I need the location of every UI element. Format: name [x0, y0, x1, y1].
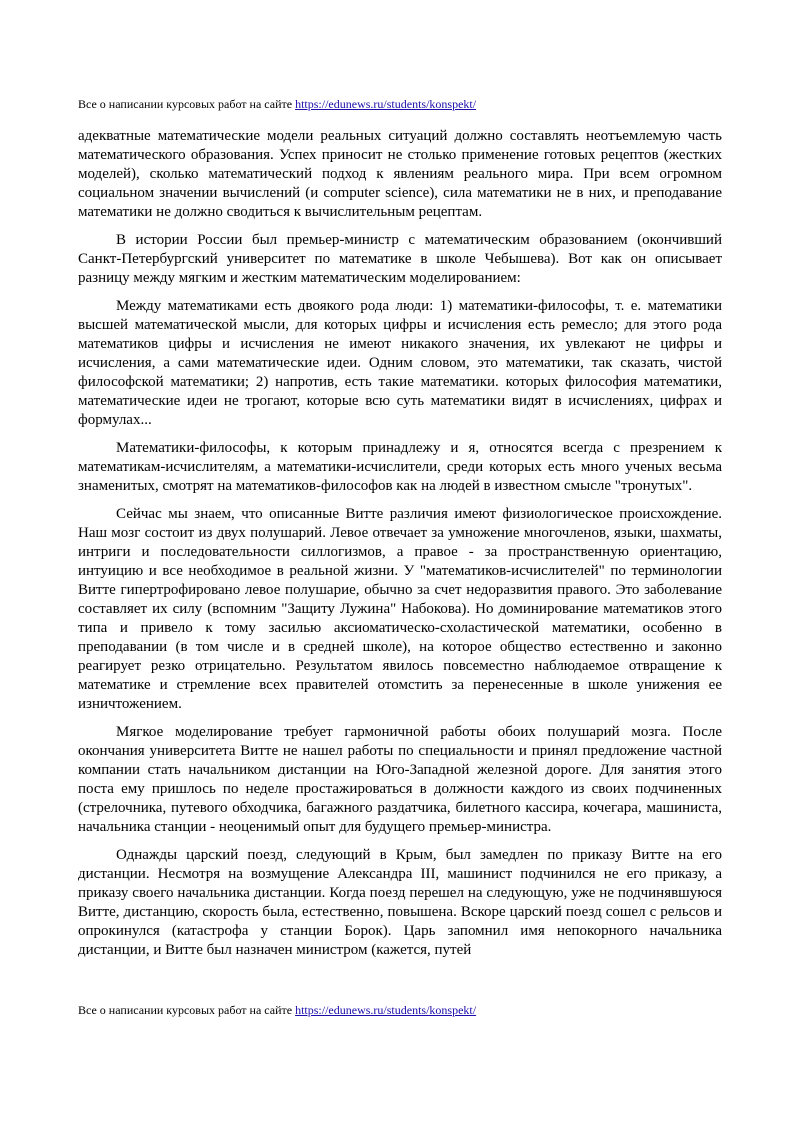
quote-paragraph: Математики-философы, к которым принадлежу и я, относятся всегда с презрением к математикам-исчислителям, а математики-исчислители, среди которых есть много ученых весьма знаменитых, смотрят на математиков-философов как на людей в известном смысле "тронутых". — [78, 440, 722, 494]
paragraph: В истории России был премьер-министр с математическим образованием (окончивший Санкт-Петербургский университет по математике в школе Чебышева). Вот как он описывает разницу между мягким и жестким математическим моделированием: — [78, 232, 722, 286]
footer-text: Все о написании курсовых работ на сайте — [78, 1003, 296, 1017]
paragraph: Сейчас мы знаем, что описанные Витте различия имеют физиологическое происхождение. Наш мозг состоит из двух полушарий. Левое отвечает за умножение многочленов, языки, шахматы, интриги и последовательности силлогизмов, а правое - за пространственную ориентацию, интуицию и все необходимое в реальной жизни. У "математиков-исчислителей" по терминологии Витте гипертрофировано левое полушарие, обычно за счет недоразвития правого. Это заболевание составляет их силу (вспомним "Защиту Лужина" Набокова). Но доминирование математиков этого типа и привело к тому засилью аксиоматическо-схоластической математики, особенно в преподавании (в том числе и в средней школе), на которое общество естественно и законно реагирует резко отрицательно. Результатом явилось повсеместно наблюдаемое отвращение к математике и стремление всех правителей отомстить за перенесенные в школе унижения ее изничтожением. — [78, 506, 722, 712]
header-text: Все о написании курсовых работ на сайте — [78, 97, 296, 111]
page-header — [78, 97, 722, 111]
paragraph: Однажды царский поезд, следующий в Крым, был замедлен по приказу Витте на его дистанции. Несмотря на возмущение Александра III, машинист подчинился не его приказу, а приказу своего начальника дистанции. Когда поезд перешел на следующую, уже не подчинявшуюся Витте, дистанцию, скорость была, естественно, повышена. Вскоре царский поезд сошел с рельсов и опрокинулся (катастрофа у станции Борок). Царь запомнил имя непокорного начальника дистанции, и Витте был назначен министром (кажется, путей — [78, 847, 722, 958]
page-footer — [78, 1003, 722, 1017]
document-body — [78, 127, 722, 960]
paragraph: Мягкое моделирование требует гармоничной работы обоих полушарий мозга. После окончания университета Витте не нашел работы по специальности и принял предложение частной компании стать начальником дистанции на Юго-Западной железной дороге. Для занятия этого поста ему пришлось по неделе простажироваться в должности каждого из своих подчиненных (стрелочника, путевого обходчика, багажного раздатчика, билетного кассира, кочегара, машиниста, начальника станции - неоценимый опыт для будущего премьер-министра. — [78, 724, 722, 835]
footer-link[interactable]: https://edunews.ru/students/konspekt/ — [295, 1003, 477, 1017]
quote-paragraph: Между математиками есть двоякого рода люди: 1) математики-философы, т. е. математики высшей математической мысли, для которых цифры и исчисления есть ремесло; для этого рода математиков цифры и исчисления не имеют никакого значения, их увлекают не цифры и исчисления, а сами математические идеи. Одним словом, это математики, так сказать, чистой философской математики; 2) напротив, есть такие математики. которых философия математики, математические идеи не трогают, которые всю суть математики видят в исчислениях, цифрах и формулах... — [78, 298, 722, 428]
header-link[interactable]: https://edunews.ru/students/konspekt/ — [295, 97, 477, 111]
paragraph: адекватные математические модели реальных ситуаций должно составлять неотъемлемую часть математического образования. Успех приносит не столько применение готовых рецептов (жестких моделей), сколько математический подход к явлениям реального мира. При всем огромном социальном значении вычислений (и computer science), сила математики не в них, и преподавание математики не должно сводиться к вычислительным рецептам. — [78, 128, 722, 220]
